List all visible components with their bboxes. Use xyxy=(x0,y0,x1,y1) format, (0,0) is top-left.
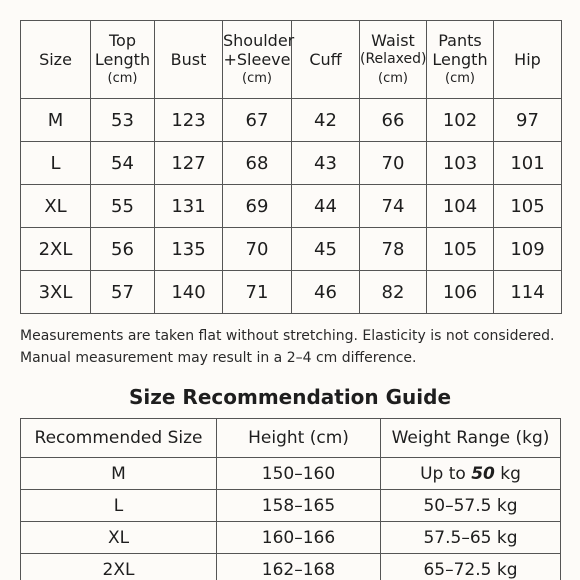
header-height: Height (cm) xyxy=(217,419,381,458)
header-waist: Waist (Relaxed) (cm) xyxy=(360,21,427,99)
cell-cuff: 42 xyxy=(292,99,360,142)
cell-height: 162–168 xyxy=(217,554,381,580)
cell-weight: 65–72.5 kg xyxy=(381,554,561,580)
table-row xyxy=(21,554,561,580)
cell-bust: 140 xyxy=(155,271,223,314)
table-row xyxy=(21,490,561,522)
cell-size: L xyxy=(21,142,91,185)
cell-bust: 123 xyxy=(155,99,223,142)
measurement-note: Measurements are taken flat without stretching. Elasticity is not considered. Manual measurement may result in a 2–4 cm difference. xyxy=(20,328,555,366)
table-row xyxy=(21,142,562,185)
header-hip: Hip xyxy=(494,21,562,99)
cell-recommended-size: M xyxy=(21,458,217,490)
size-recommendation-table xyxy=(20,418,561,580)
table-row xyxy=(21,228,562,271)
weight-suffix: kg xyxy=(494,463,521,484)
cell-size: 3XL xyxy=(21,271,91,314)
cell-shoulder-sleeve: 68 xyxy=(223,142,292,185)
cell-hip: 114 xyxy=(494,271,562,314)
cell-waist: 70 xyxy=(360,142,427,185)
cell-weight: 57.5–65 kg xyxy=(381,522,561,554)
weight-prefix: Up to xyxy=(420,463,472,484)
cell-waist: 78 xyxy=(360,228,427,271)
table-row xyxy=(21,99,562,142)
cell-pants-length: 106 xyxy=(427,271,494,314)
cell-cuff: 46 xyxy=(292,271,360,314)
table-row xyxy=(21,271,562,314)
cell-pants-length: 103 xyxy=(427,142,494,185)
cell-bust: 127 xyxy=(155,142,223,185)
cell-recommended-size: XL xyxy=(21,522,217,554)
cell-size: XL xyxy=(21,185,91,228)
header-cuff: Cuff xyxy=(292,21,360,99)
cell-height: 150–160 xyxy=(217,458,381,490)
guide-title: Size Recommendation Guide xyxy=(128,385,452,409)
header-size: Size xyxy=(21,21,91,99)
cell-pants-length: 105 xyxy=(427,228,494,271)
cell-pants-length: 104 xyxy=(427,185,494,228)
header-pants-length: Pants Length (cm) xyxy=(427,21,494,99)
cell-shoulder-sleeve: 67 xyxy=(223,99,292,142)
cell-shoulder-sleeve: 69 xyxy=(223,185,292,228)
cell-pants-length: 102 xyxy=(427,99,494,142)
cell-top-length: 55 xyxy=(91,185,155,228)
cell-hip: 105 xyxy=(494,185,562,228)
cell-size: M xyxy=(21,99,91,142)
cell-shoulder-sleeve: 71 xyxy=(223,271,292,314)
cell-waist: 66 xyxy=(360,99,427,142)
cell-waist: 74 xyxy=(360,185,427,228)
cell-recommended-size: 2XL xyxy=(21,554,217,580)
size-table-header-row xyxy=(21,21,562,99)
cell-hip: 101 xyxy=(494,142,562,185)
cell-height: 158–165 xyxy=(217,490,381,522)
size-measurement-table xyxy=(20,20,562,314)
table-row xyxy=(21,458,561,490)
cell-top-length: 54 xyxy=(91,142,155,185)
cell-hip: 97 xyxy=(494,99,562,142)
cell-bust: 131 xyxy=(155,185,223,228)
cell-cuff: 43 xyxy=(292,142,360,185)
weight-number: 50 xyxy=(471,463,495,484)
cell-hip: 109 xyxy=(494,228,562,271)
cell-waist: 82 xyxy=(360,271,427,314)
cell-size: 2XL xyxy=(21,228,91,271)
cell-weight: 50–57.5 kg xyxy=(381,490,561,522)
header-shoulder-sleeve: Shoulder +Sleeve (cm) xyxy=(223,21,292,99)
header-weight-range: Weight Range (kg) xyxy=(381,419,561,458)
cell-recommended-size: L xyxy=(21,490,217,522)
cell-shoulder-sleeve: 70 xyxy=(223,228,292,271)
cell-bust: 135 xyxy=(155,228,223,271)
table-row xyxy=(21,522,561,554)
cell-top-length: 53 xyxy=(91,99,155,142)
cell-cuff: 45 xyxy=(292,228,360,271)
cell-top-length: 57 xyxy=(91,271,155,314)
cell-height: 160–166 xyxy=(217,522,381,554)
cell-cuff: 44 xyxy=(292,185,360,228)
header-bust: Bust xyxy=(155,21,223,99)
cell-weight xyxy=(381,458,561,490)
guide-header-row xyxy=(21,419,561,458)
header-recommended-size: Recommended Size xyxy=(21,419,217,458)
table-row xyxy=(21,185,562,228)
cell-top-length: 56 xyxy=(91,228,155,271)
header-top-length: Top Length (cm) xyxy=(91,21,155,99)
